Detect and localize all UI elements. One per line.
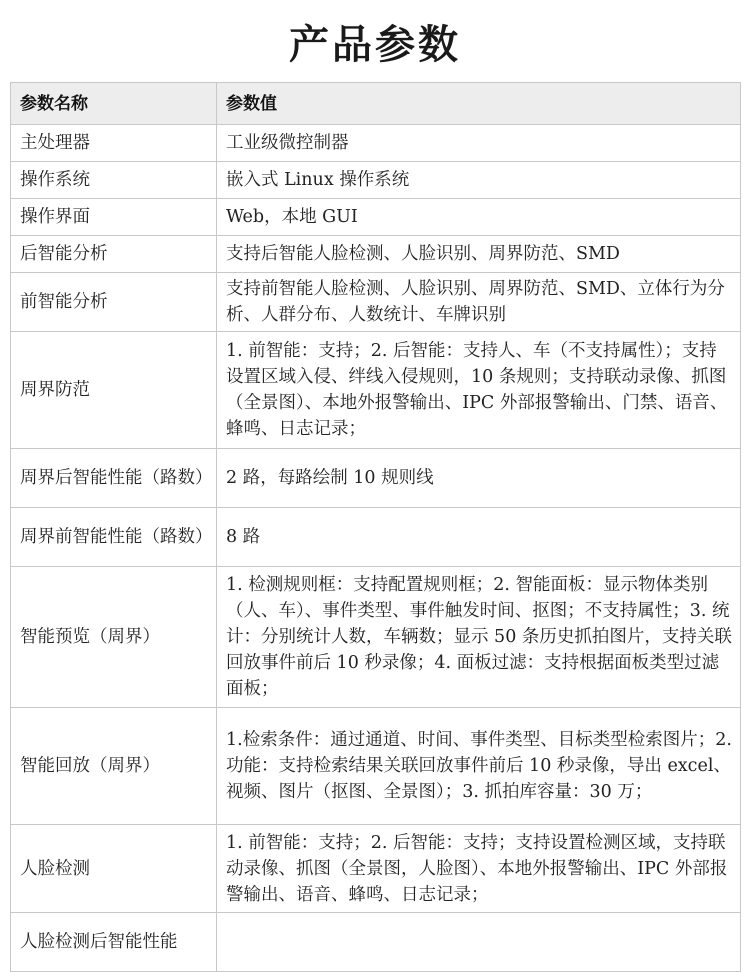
table-row	[11, 199, 741, 236]
param-value: 支持前智能人脸检测、人脸识别、周界防范、SMD、立体行为分析、人群分布、人数统计、车牌识别	[217, 273, 741, 332]
page-title: 产品参数	[289, 22, 461, 68]
table-row	[11, 449, 741, 508]
table-row	[11, 825, 741, 913]
param-name: 后智能分析	[11, 236, 217, 273]
param-name: 智能回放（周界）	[11, 708, 217, 825]
table-row	[11, 913, 741, 972]
param-name: 人脸检测后智能性能	[11, 913, 217, 972]
table-row	[11, 162, 741, 199]
param-name: 前智能分析	[11, 273, 217, 332]
table-row	[11, 508, 741, 567]
param-name: 智能预览（周界）	[11, 567, 217, 708]
param-value: 1. 前智能：支持；2. 后智能：支持人、车（不支持属性）；支持设置区域入侵、绊线入侵规则，10 条规则；支持联动录像、抓图（全景图）、本地外报警输出、IPC 外部报警输出、门禁、语音、蜂鸣、日志记录；	[217, 332, 741, 449]
param-name: 周界防范	[11, 332, 217, 449]
param-value: 1. 检测规则框：支持配置规则框；2. 智能面板：显示物体类别（人、车）、事件类型、事件触发时间、抠图；不支持属性；3. 统计：分别统计人数，车辆数；显示 50 条历史抓拍图片，支持关联回放事件前后 10 秒录像；4. 面板过滤：支持根据面板类型过滤面板；	[217, 567, 741, 708]
param-value: 支持后智能人脸检测、人脸识别、周界防范、SMD	[217, 236, 741, 273]
table-row	[11, 567, 741, 708]
param-name: 操作系统	[11, 162, 217, 199]
param-value: 2 路，每路绘制 10 规则线	[217, 449, 741, 508]
param-value: 嵌入式 Linux 操作系统	[217, 162, 741, 199]
param-value: 工业级微控制器	[217, 125, 741, 162]
column-header-name: 参数名称	[11, 83, 217, 125]
param-name: 主处理器	[11, 125, 217, 162]
param-value: 8 路	[217, 508, 741, 567]
param-name: 周界后智能性能（路数）	[11, 449, 217, 508]
param-name: 周界前智能性能（路数）	[11, 508, 217, 567]
param-value: Web，本地 GUI	[217, 199, 741, 236]
table-header-row	[11, 83, 741, 125]
column-header-value: 参数值	[217, 83, 741, 125]
param-name: 人脸检测	[11, 825, 217, 913]
table-row	[11, 236, 741, 273]
spec-table	[10, 82, 741, 972]
table-row	[11, 125, 741, 162]
param-value	[217, 913, 741, 972]
param-value: 1.检索条件：通过通道、时间、事件类型、目标类型检索图片；2. 功能：支持检索结果关联回放事件前后 10 秒录像，导出 excel、视频、图片（抠图、全景图）；3. 抓拍库容量：30 万；	[217, 708, 741, 825]
table-row	[11, 708, 741, 825]
table-row	[11, 332, 741, 449]
param-name: 操作界面	[11, 199, 217, 236]
table-row	[11, 273, 741, 332]
param-value: 1. 前智能：支持；2. 后智能：支持；支持设置检测区域，支持联动录像、抓图（全景图，人脸图）、本地外报警输出、IPC 外部报警输出、语音、蜂鸣、日志记录；	[217, 825, 741, 913]
